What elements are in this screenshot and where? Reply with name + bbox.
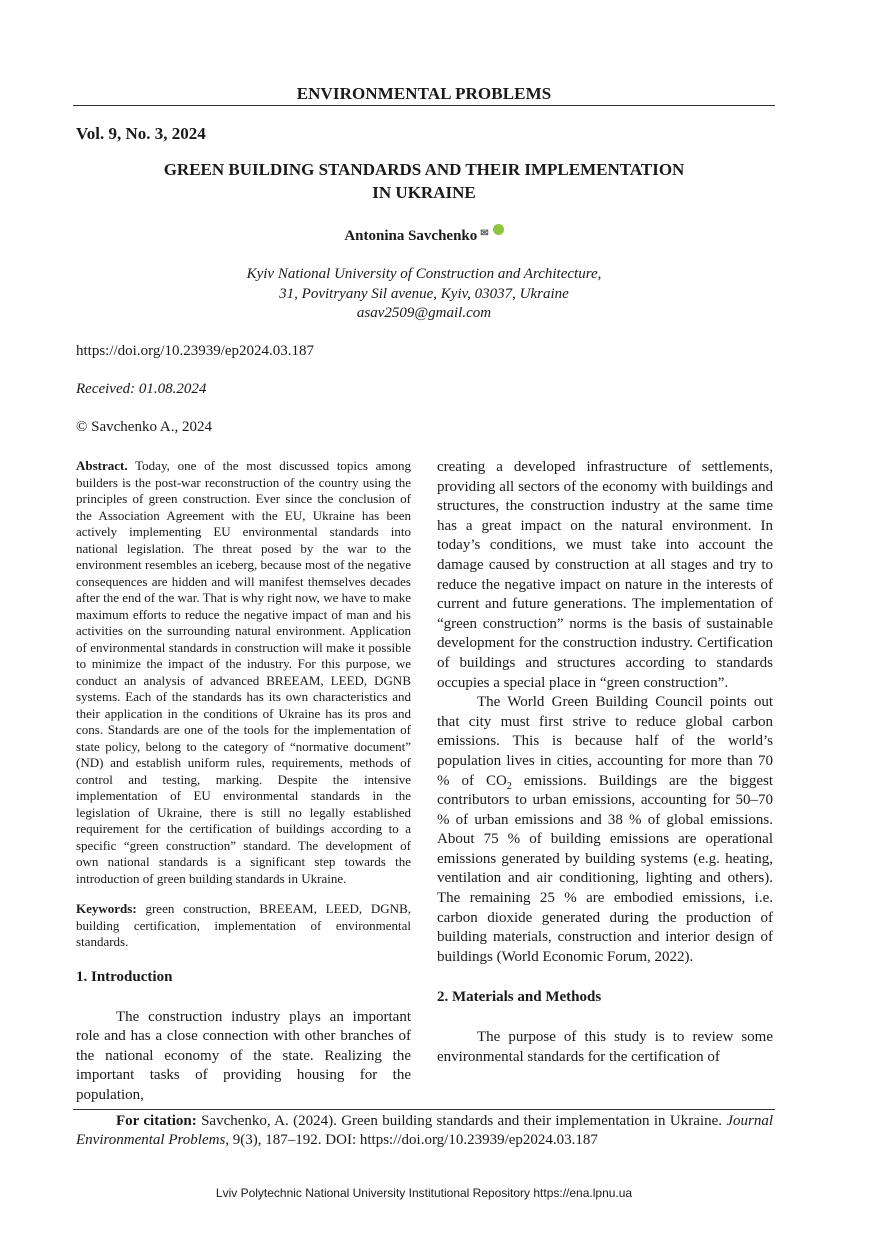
- author-email[interactable]: asav2509@gmail.com: [356, 305, 492, 321]
- keywords-label: Keywords:: [76, 901, 137, 916]
- title-line-2: IN UKRAINE: [372, 183, 476, 202]
- copyright-notice: © Savchenko A., 2024: [76, 419, 212, 435]
- abstract: [76, 458, 411, 887]
- footer-divider: [73, 1109, 775, 1110]
- journal-name: ENVIRONMENTAL PROBLEMS: [296, 84, 552, 103]
- methods-paragraph-1: The purpose of this study is to review some environmental standards for the certification of: [437, 1029, 773, 1066]
- section-heading-introduction: 1. Introduction: [76, 968, 173, 985]
- affiliation-address: 31, Povitryany Sil avenue, Kyiv, 03037, Ukraine: [279, 285, 569, 302]
- envelope-icon[interactable]: ✉: [480, 228, 489, 239]
- abstract-label: Abstract.: [76, 458, 128, 473]
- citation-doi: , 9(3), 187–192. DOI: https://doi.org/10.23939/ep2024.03.187: [225, 1132, 598, 1148]
- repository-footer[interactable]: Lviv Polytechnic National University Institutional Repository https://ena.lpnu.ua: [215, 1186, 633, 1200]
- paragraph-text: The World Green Building Council points out that city must first strive to reduce global carbon emissions. This is because half of the world’s population lives in cities, accounting for more than 70 % of CO: [437, 694, 773, 789]
- introduction-paragraph-1-start: The construction industry plays an important role and has a close connection with other branches of the national economy of the state. Realizing the important tasks of providing housing for the population,: [76, 1008, 411, 1103]
- article-title: [73, 158, 775, 204]
- abstract-text: Today, one of the most discussed topics among builders is the post-war reconstruction of the country using the principles of green construction. Ever since the conclusion of the Association Agreement with the EU, Ukraine has been actively implementing EU environmental standards into national legislation. The threat posed by the war to the environment resembles an iceberg, because most of the negative consequences are hidden and will manifest themselves decades after the end of the war. That is why right now, we have to make maximum efforts to reduce the negative impact of man and his activities on the surrounding natural environment. Application of environmental standards in construction will make it possible to minimize the impact of the industry. For this purpose, we conduct an analysis of advanced BREEAM, LEED, DGNB systems. Each of the standards has its own characteristics and their application in the conditions of Ukraine has its pros and cons. Standards are one of the tools for the implementation of state policy, belong to the category of “normative document” (ND) and establish uniform rules, requirements, methods of control and testing, marking. Despite the intensive implementation of EU environmental standards in the legislation of Ukraine, there is still no legally established requirement for the certification of buildings according to a specific “green construction” standard. The development of own national standards is a significant step towards the introduction of green building standards in Ukraine.: [76, 458, 411, 886]
- citation: [76, 1112, 773, 1150]
- received-date: Received: 01.08.2024: [76, 381, 207, 397]
- introduction-paragraph-1-continued: creating a developed infrastructure of settlements, providing all sectors of the economy with buildings and structures, the construction industry at the same time has a great impact on the natural environment. In today’s conditions, we must take into account the damage caused by construction at all stages and try to reduce the negative impact on nature in the interests of current and future generations. The implementation of “green construction” norms is the basis of sustainable development for the construction industry. Certification of buildings and structures according to standards occupies a special place in “green construction”.: [437, 459, 773, 691]
- affiliation-institution: Kyiv National University of Construction and Architecture,: [246, 266, 602, 282]
- right-column: [437, 458, 773, 1068]
- citation-label: For citation:: [116, 1113, 197, 1129]
- author-name: Antonina Savchenko: [344, 228, 478, 244]
- orcid-icon[interactable]: [493, 224, 504, 235]
- doi-link[interactable]: https://doi.org/10.23939/ep2024.03.187: [76, 343, 315, 359]
- author-line: [73, 228, 775, 245]
- title-line-1: GREEN BUILDING STANDARDS AND THEIR IMPLEMENTATION: [163, 160, 685, 179]
- subscript: 2: [506, 780, 512, 792]
- volume-info: Vol. 9, No. 3, 2024: [76, 124, 206, 143]
- left-column: [76, 458, 411, 1105]
- introduction-paragraph-2: [437, 693, 773, 967]
- citation-journal: Journal Environmental Problems: [76, 1113, 773, 1148]
- affiliation: [73, 265, 775, 324]
- citation-text: Savchenko, A. (2024). Green building standards and their implementation in Ukraine.: [196, 1113, 727, 1129]
- header-divider: [73, 105, 775, 106]
- section-heading-methods: 2. Materials and Methods: [437, 989, 602, 1006]
- keywords-text: green construction, BREEAM, LEED, DGNB, building certification, implementation of environmental standards.: [76, 901, 411, 949]
- paragraph-text: emissions. Buildings are the biggest contributors to urban emissions, accounting for 50–70 % of urban emissions and 38 % of global emissions. About 75 % of building emissions are operational emissions generated by building systems (e.g. heating, ventilation and air conditioning, lighting and others). The remaining 25 % are embodied emissions, i.e. carbon dioxide generated during the production of building materials, construction and interior design of buildings (World Economic Forum, 2022).: [437, 772, 774, 965]
- keywords: [76, 901, 411, 951]
